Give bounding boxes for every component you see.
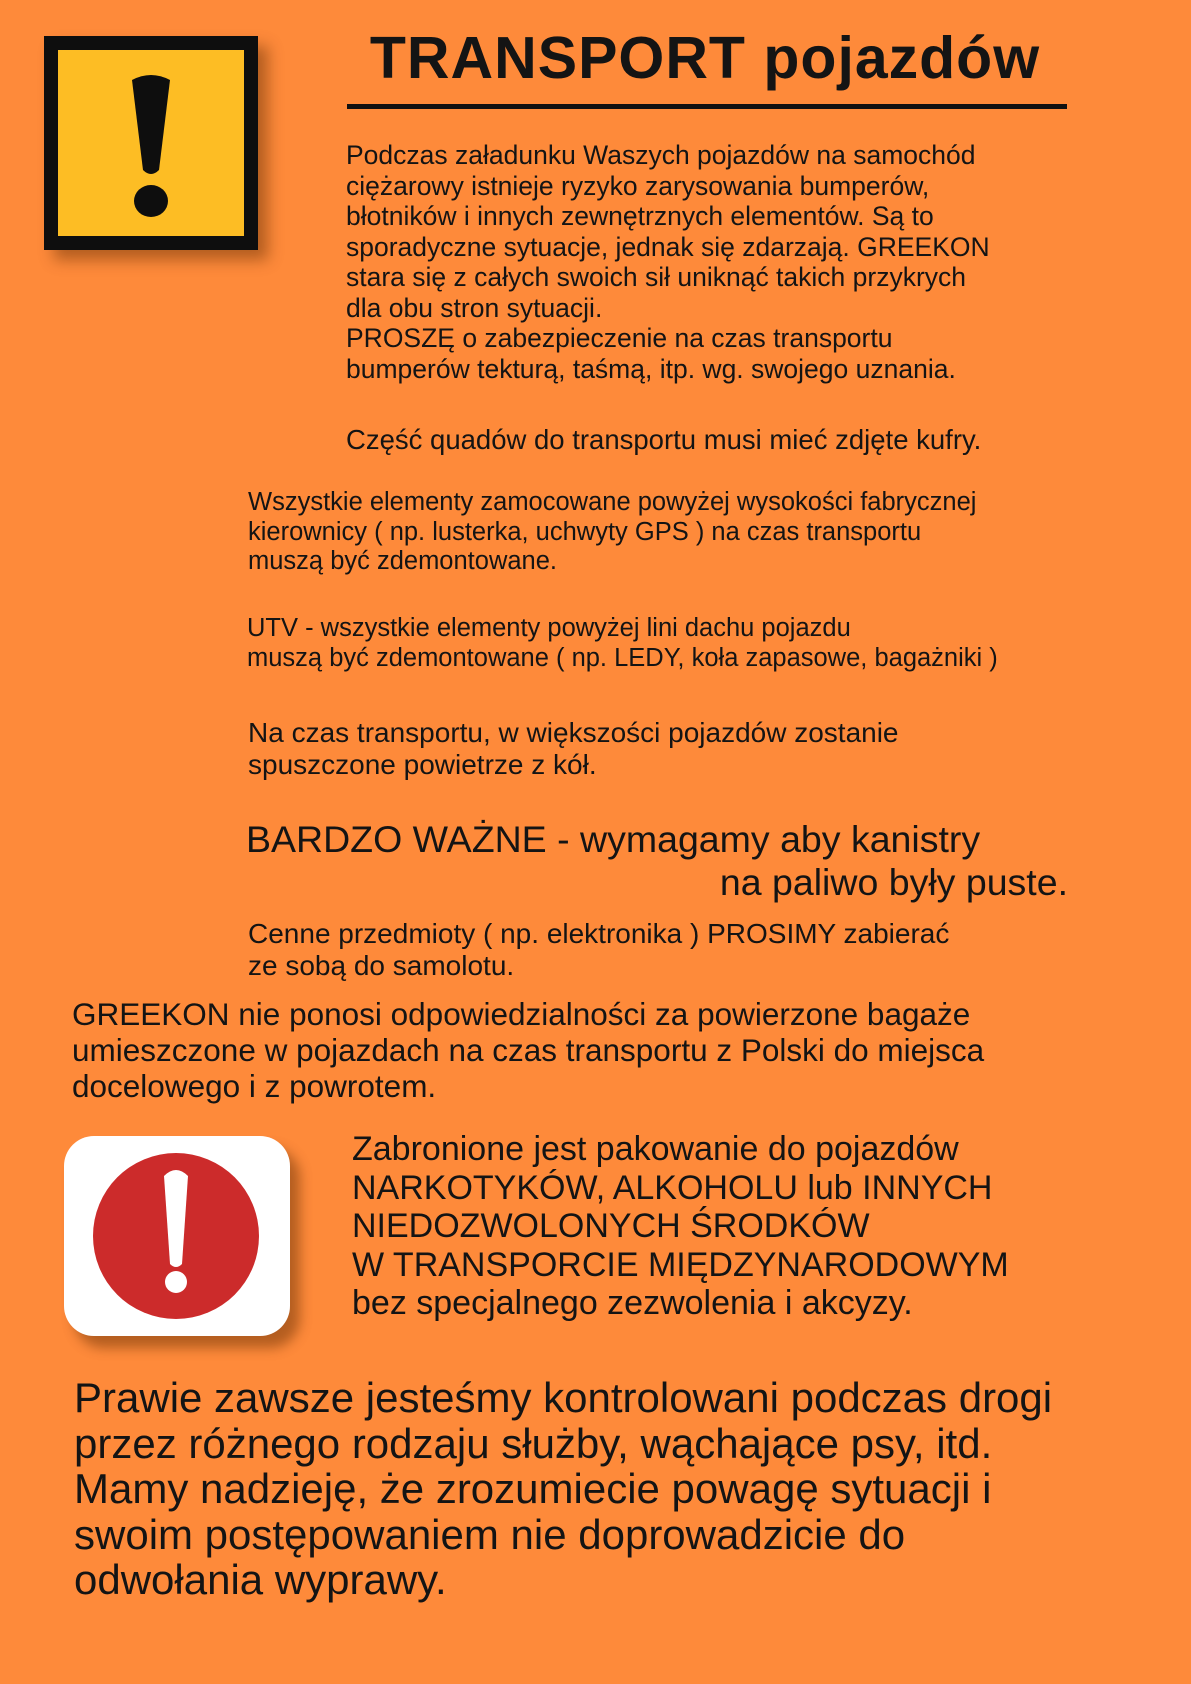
valuables-paragraph [248,918,949,982]
warning-sign-icon [44,36,258,250]
text-line: muszą być zdemontowane ( np. LEDY, koła zapasowe, bagażniki ) [247,643,998,672]
text-line: Podczas załadunku Waszych pojazdów na samochód [346,140,976,170]
text-line: W TRANSPORCIE MIĘDZYNARODOWYM [352,1245,1009,1284]
text-line: Zabronione jest pakowanie do pojazdów [352,1130,959,1168]
text-line: NARKOTYKÓW, ALKOHOLU lub INNYCH [352,1168,993,1207]
exclamation-circle-icon [64,1136,290,1336]
text-line: docelowego i z powrotem. [72,1068,437,1104]
text-line: spuszczone powietrze z kół. [248,748,597,780]
quads-paragraph [346,424,981,456]
important-notice [246,818,1068,904]
text-line: Prawie zawsze jesteśmy kontrolowani podczas drogi [74,1374,1053,1421]
controls-paragraph [74,1375,1052,1603]
text-line: umieszczone w pojazdach na czas transportu z Polski do miejsca [72,1032,985,1068]
text-line: Mamy nadzieję, że zrozumiecie powagę sytuacji i [74,1465,992,1512]
text-line: stara się z całych swoich sił uniknąć takich przykrych [346,262,967,292]
prohibited-icon-tile [64,1136,290,1336]
text-line: ciężarowy istnieje ryzyko zarysowania bumperów, [346,170,930,201]
text-line: sporadyczne sytuacje, jednak się zdarzają. GREEKON [346,231,990,262]
text-line: na paliwo były puste. [719,861,1068,903]
text-line: PROSZĘ o zabezpieczenie na czas transportu [346,323,893,353]
text-line: UTV - wszystkie elementy powyżej lini dachu pojazdu [247,614,851,642]
text-line: Część quadów do transportu musi mieć zdjęte kufry. [346,424,982,455]
loading-paragraph [346,140,990,384]
text-line: dla obu stron sytuacji. [346,292,603,323]
text-line: GREEKON nie ponosi odpowiedzialności za powierzone bagaże [72,996,971,1032]
text-line: bez specjalnego zezwolenia i akcyzy. [352,1284,913,1322]
text-line: odwołania wyprawy. [74,1556,447,1603]
liability-paragraph [72,996,984,1104]
text-line: Wszystkie elementy zamocowane powyżej wysokości fabrycznej [248,488,977,516]
title-underline [347,104,1067,109]
prohibited-paragraph [352,1130,1009,1323]
text-line: przez różnego rodzaju służby, wąchające psy, itd. [74,1419,993,1467]
page-title: TRANSPORT pojazdów [369,25,1041,91]
text-line: błotników i innych zewnętrznych elementów. Są to [346,201,934,231]
utv-paragraph [247,614,998,673]
text-line: Na czas transportu, w większości pojazdów zostanie [248,717,899,748]
tires-paragraph [248,717,899,780]
elements-paragraph [248,488,976,577]
text-line: ze sobą do samolotu. [248,950,515,981]
text-line: kierownicy ( np. lusterka, uchwyty GPS ) na czas transportu [248,517,922,546]
text-line: swoim postępowaniem nie doprowadzicie do [74,1510,906,1558]
text-line: muszą być zdemontowane. [248,547,557,575]
exclamation-warning-icon [44,36,258,250]
text-line: Cenne przedmioty ( np. elektronika ) PROSIMY zabierać [248,918,950,949]
text-line: NIEDOZWOLONYCH ŚRODKÓW [352,1207,870,1245]
text-line: bumperów tekturą, taśmą, itp. wg. swojego uznania. [346,353,956,384]
text-line: BARDZO WAŻNE - wymagamy aby kanistry [246,818,981,860]
